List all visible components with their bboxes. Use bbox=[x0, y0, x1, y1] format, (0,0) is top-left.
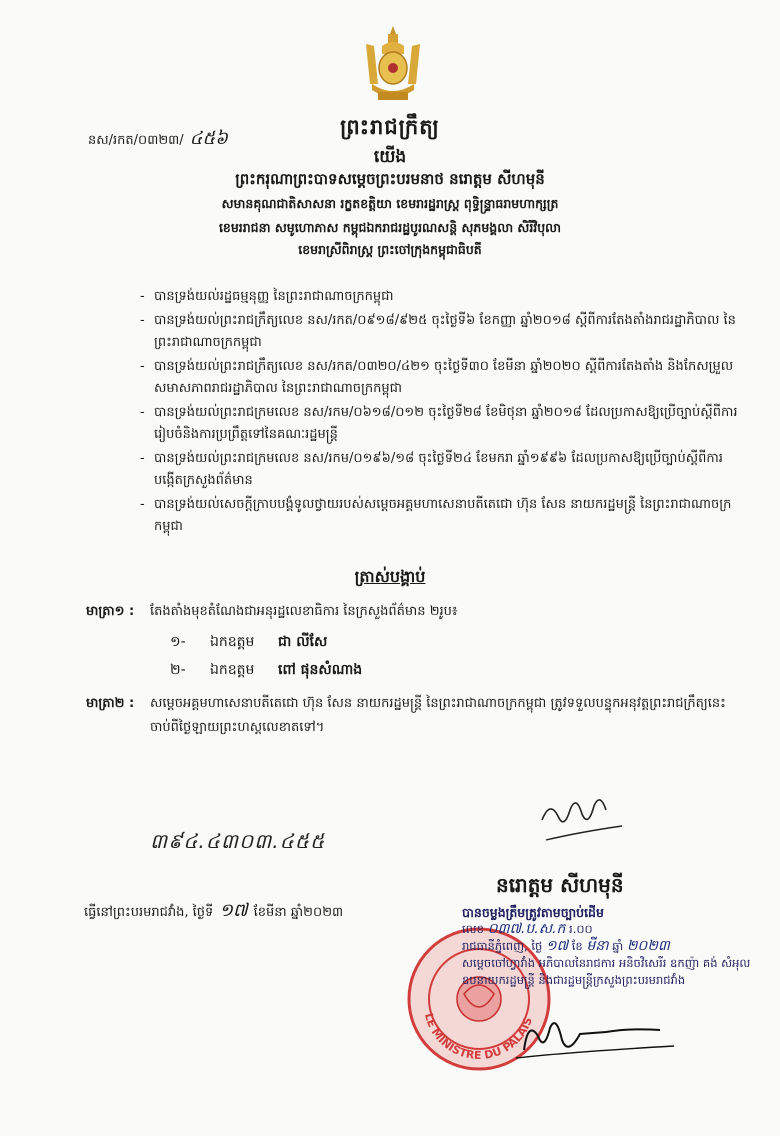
certification-line-2: រាជធានីភ្នំពេញ, ថ្ងៃ ១៧ ខែ មីនា ឆ្នាំ ២០២៣ bbox=[462, 938, 670, 954]
we-heading: យើង bbox=[373, 147, 407, 167]
appointee-index: ១- bbox=[170, 634, 186, 650]
article-2 bbox=[86, 692, 736, 740]
article-2-label: មាត្រា២ : bbox=[86, 696, 135, 711]
royal-coat-of-arms-icon bbox=[358, 24, 428, 104]
minister-signature-icon bbox=[510, 1006, 680, 1066]
appointee-row bbox=[170, 632, 327, 653]
king-name: នរោត្តម សីហមុនី bbox=[496, 873, 624, 897]
recitals-list bbox=[140, 286, 740, 540]
appointee-name: ពៅ ផុនសំណាង bbox=[278, 662, 363, 678]
appointee-index: ២- bbox=[170, 662, 186, 678]
recital-item: - បានទ្រង់យល់រដ្ឋធម្មនុញ្ញ នៃព្រះរាជាណាចក្រកម្ពុជា bbox=[140, 286, 740, 308]
appointee-honorific: ឯកឧត្តម bbox=[210, 634, 255, 650]
certification-line-3: សម្តេចចៅហ្វាវាំង អភិបាលនៃរាជការ អនិចវិសេរីរ ឧកញ៉ា គង់ សំអុល bbox=[462, 956, 751, 970]
seal-text: LE MINISTRE DU PALAIS bbox=[421, 1011, 535, 1063]
appointee-honorific: ឯកឧត្តម bbox=[210, 662, 255, 678]
decides-heading: ត្រាស់បង្គាប់ bbox=[354, 567, 426, 586]
article-1-text: តែងតាំងមុខតំណែងជាអនុរដ្ឋលេខាធិការ នៃក្រសួងព័ត៌មាន ២រូប៖ bbox=[150, 604, 458, 619]
recital-item: - បានទ្រង់យល់សេចក្តីក្រាបបង្គំទូលថ្វាយរបស់សម្តេចអគ្គមហាសេនាបតីតេជោ ហ៊ុន សែន នាយករដ្ឋមន្ត្រី នៃព្រះរាជាណាចក្រកម្ពុជា bbox=[140, 494, 740, 538]
king-title-line-1: ព្រះករុណាព្រះបាទសម្តេចព្រះបរមនាថ នរោត្តម សីហមុនី bbox=[235, 170, 545, 188]
certification-block bbox=[462, 904, 752, 989]
reference-handwritten-number: ៤៥៦ bbox=[189, 128, 228, 149]
appointee-name: ជា លីសែ bbox=[278, 634, 328, 650]
king-title-line-2: សមានគុណជាតិសាសនា រក្ខតខត្តិយា ខេមរារដ្ឋរាស្ត្រ ពុទ្ធិន្ទ្រាធរាមហាក្សត្រ bbox=[221, 196, 559, 211]
king-title-line-3: ខេមររាជនា សមូហោភាស កម្ពុជឯករាជរដ្ឋបូរណសន្តិ សុភមង្គលា សិរីវិបុលា bbox=[218, 220, 562, 235]
place-date-day: ១៧ bbox=[219, 900, 248, 921]
recital-item: - បានទ្រង់យល់ព្រះរាជក្រមលេខ នស/រកម/០៦១៨/០១២ ចុះថ្ងៃទី២៨ ខែមិថុនា ឆ្នាំ២០១៨ ដែលប្រកាសឱ្យប្រើច្បាប់ស្តីពីការរៀបចំនិងការប្រព្រឹត្តទៅនៃគណៈរដ្ឋមន្ត្រី bbox=[140, 402, 740, 446]
reference-prefix: នស/រកត/០៣២៣/ bbox=[88, 133, 184, 148]
recital-item: - បានទ្រង់យល់ព្រះរាជក្រមលេខ នស/រកម/០១៩៦/១៨ ចុះថ្ងៃទី២៤ ខែមករា ឆ្នាំ១៩៩៦ ដែលប្រកាសឱ្យប្រើច្បាប់ស្តីពីការបង្កើតក្រសួងព័ត៌មាន bbox=[140, 448, 740, 492]
appointee-row bbox=[170, 660, 362, 681]
certification-line-1: លេខ ០៣៧.ប.ស.ក រ.០០ bbox=[462, 921, 593, 937]
article-1-label: មាត្រា១ : bbox=[86, 604, 135, 619]
article-2-text: សម្តេចអគ្គមហាសេនាបតីតេជោ ហ៊ុន សែន នាយករដ្ឋមន្ត្រី នៃព្រះរាជាណាចក្រកម្ពុជា ត្រូវទទួលបន្ទុកអនុវត្តព្រះរាជក្រឹត្យនេះ ចាប់ពីថ្ងៃឡាយព្រះហស្តលេខាតទៅ។ bbox=[150, 696, 726, 735]
recital-item: - បានទ្រង់យល់ព្រះរាជក្រឹត្យលេខ នស/រកត/០៩១៨/៩២៥ ចុះថ្ងៃទី៦ ខែកញ្ញា ឆ្នាំ២០១៨ ស្តីពីការតែងតាំងរាជរដ្ឋាភិបាល នៃព្រះរាជាណាចក្រកម្ពុជា bbox=[140, 310, 740, 354]
certification-line-4: ឧបនាយករដ្ឋមន្ត្រី និងជារដ្ឋមន្ត្រីក្រសួងព្រះបរមរាជវាំង bbox=[462, 973, 686, 987]
document-title: ព្រះរាជក្រឹត្យ bbox=[340, 115, 440, 139]
place-date-suffix: ខែមីនា ឆ្នាំ២០២៣ bbox=[253, 905, 344, 920]
place-and-date bbox=[84, 898, 343, 925]
certification-heading: បានចម្លងត្រឹមត្រូវតាមច្បាប់ដើម bbox=[462, 905, 604, 920]
king-signature-icon bbox=[536, 780, 626, 850]
recital-item: - បានទ្រង់យល់ព្រះរាជក្រឹត្យលេខ នស/រកត/០៣២០/៤២១ ចុះថ្ងៃទី៣០ ខែមីនា ឆ្នាំ២០២០ ស្តីពីការតែងតាំង និងកែសម្រួលសមាសភាពរាជរដ្ឋាភិបាល នៃព្រះរាជាណាចក្រកម្ពុជា bbox=[140, 356, 740, 400]
article-1 bbox=[86, 600, 736, 624]
king-title-line-4: ខេមរាស្រីពិរាស្ត្រ ព្រះចៅក្រុងកម្ពុជាធិបតី bbox=[298, 242, 482, 257]
place-date-prefix: ធ្វើនៅព្រះបរមរាជវាំង, ថ្ងៃទី bbox=[84, 905, 214, 920]
handwritten-reference: ៣៩៤.៤៣០៣.៤៥៥ bbox=[150, 829, 326, 853]
